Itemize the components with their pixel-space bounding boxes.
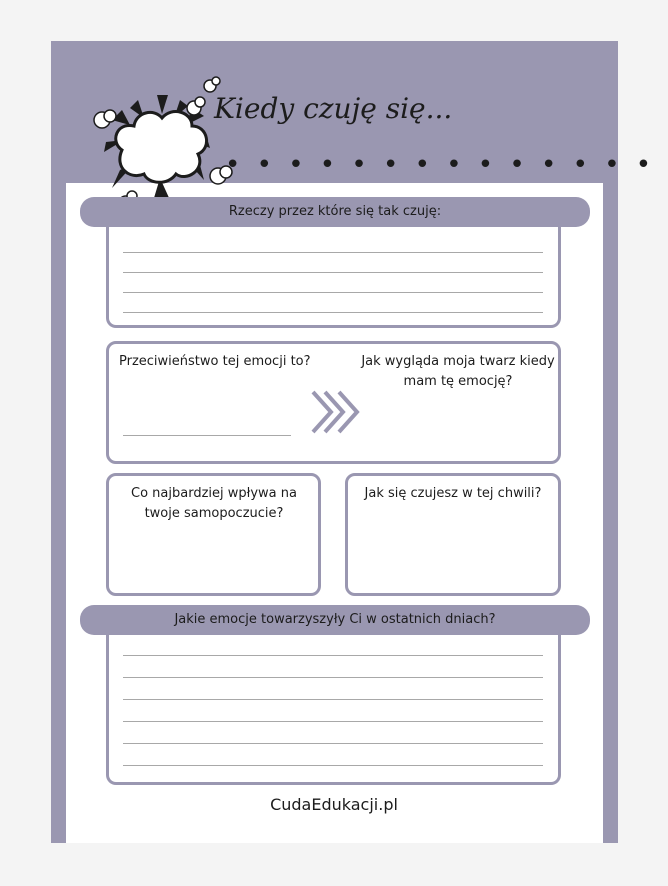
double-chevron-right-icon: [307, 388, 367, 436]
writing-line: [123, 272, 543, 273]
writing-line: [123, 765, 543, 766]
footer-brand: CudaEdukacji.pl: [270, 795, 398, 814]
recent-emotions-label: [80, 605, 590, 635]
influence-question: Co najbardziej wpływa na twoje samopoczucie?: [131, 486, 297, 521]
reasons-label: [80, 197, 590, 227]
recent-emotions-box[interactable]: [106, 635, 561, 785]
face-question: Jak wygląda moja twarz kiedy mam tę emocję?: [361, 354, 555, 389]
writing-line: [123, 743, 543, 744]
writing-line: [123, 677, 543, 678]
writing-line: [123, 292, 543, 293]
writing-line: [123, 655, 543, 656]
influence-box[interactable]: [106, 473, 321, 596]
reasons-box[interactable]: [106, 227, 561, 328]
recent-emotions-label-text: Jakie emocje towarzyszyły Ci w ostatnich dniach?: [174, 612, 496, 627]
page-title: Kiedy czuję się...: [214, 92, 453, 125]
answer-line: [123, 435, 291, 436]
opposite-face-box[interactable]: [106, 341, 561, 464]
writing-line: [123, 721, 543, 722]
reasons-label-text: Rzeczy przez które się tak czuję:: [228, 204, 442, 219]
writing-line: [123, 252, 543, 253]
writing-line: [123, 312, 543, 313]
writing-line: [123, 699, 543, 700]
opposite-question: Przeciwieństwo tej emocji to?: [119, 354, 311, 369]
feel-now-box[interactable]: [345, 473, 561, 596]
title-fill-dots: • • • • • • • • • • • • • •: [225, 150, 656, 180]
feel-now-question: Jak się czujesz w tej chwili?: [364, 486, 542, 501]
